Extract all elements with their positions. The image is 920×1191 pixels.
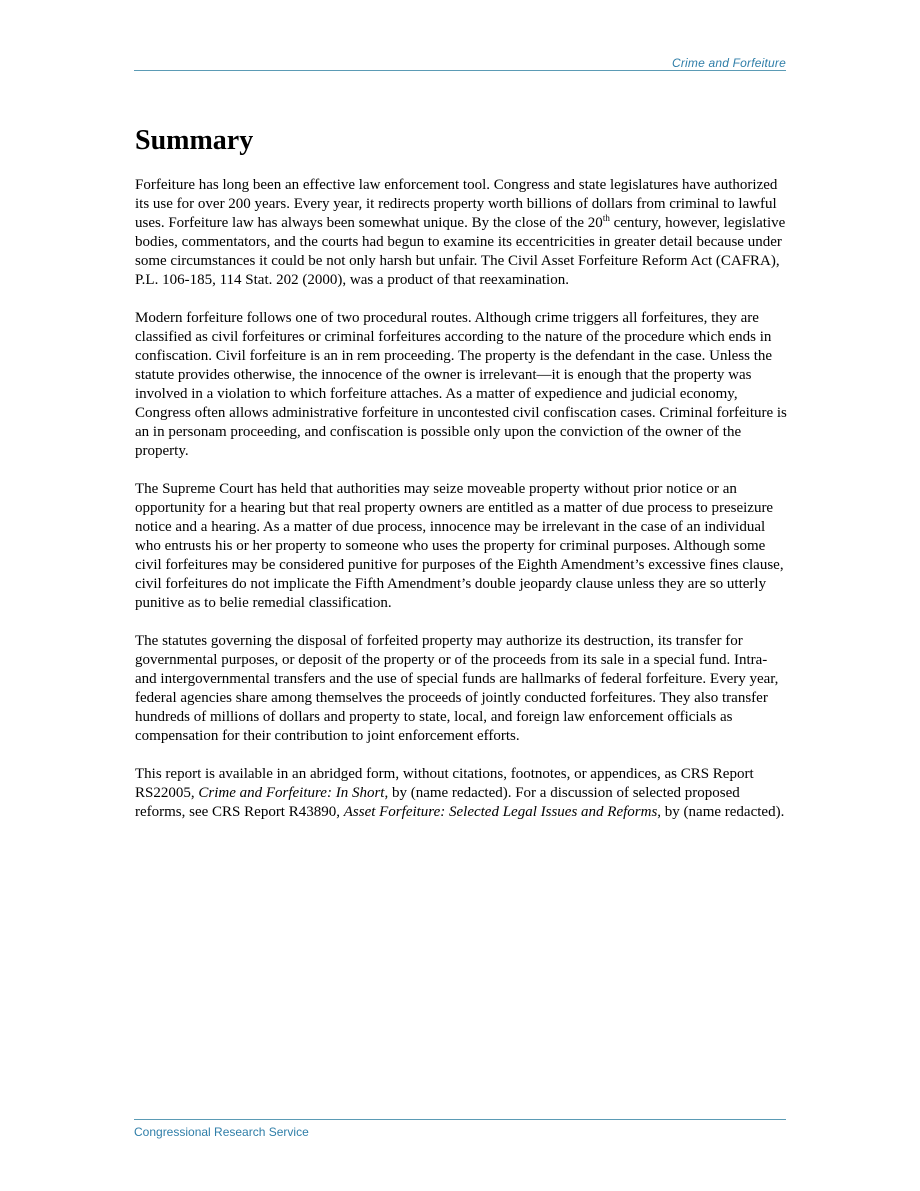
paragraph-5-text-b: , by (name redacted). For a discussion of selected proposed reforms, see CRS Report R43890, [135, 785, 740, 820]
page-header [134, 54, 786, 71]
report-title-in-short: Crime and Forfeiture: In Short [198, 785, 385, 801]
footer-org-name: Congressional Research Service [134, 1125, 309, 1139]
paragraph-1 [135, 176, 787, 290]
page-footer [134, 1119, 786, 1141]
running-header-title: Crime and Forfeiture [671, 56, 786, 70]
paragraph-5 [135, 765, 787, 822]
report-title-asset-forfeiture: Asset Forfeiture: Selected Legal Issues and Reforms [343, 804, 658, 820]
paragraph-1-text-a: Forfeiture has long been an effective law enforcement tool. Congress and state legislatures have authorized its use for over 200 years. Every year, it redirects property worth billions of dollars from criminal to lawful uses. Forfeiture law has always been somewhat unique. By the close of the 20 [135, 177, 778, 231]
ordinal-superscript: th [602, 213, 610, 223]
paragraph-4: The statutes governing the disposal of forfeited property may authorize its destruction, its transfer for governmental purposes, or deposit of the property or of the proceeds from its sale in a special fund. Intra- and intergovernmental transfers and the use of special funds are hallmarks of federal forfeiture. Every year, federal agencies share among themselves the proceeds of jointly conducted forfeitures. They also transfer hundreds of millions of dollars and property to state, local, and foreign law enforcement officials as compensation for their contribution to joint enforcement efforts. [135, 633, 779, 744]
summary-body [135, 176, 787, 841]
paragraph-5-text-c: , by (name redacted). [657, 804, 785, 820]
section-heading: Summary [135, 125, 254, 156]
paragraph-3: The Supreme Court has held that authorities may seize moveable property without prior notice or an opportunity for a hearing but that real property owners are entitled as a matter of due process to preseizure notice and a hearing. As a matter of due process, innocence may be irrelevant in the case of an individual who entrusts his or her property to someone who uses the property for criminal purposes. Although some civil forfeitures may be considered punitive for purposes of the Eighth Amendment’s excessive fines clause, civil forfeitures do not implicate the Fifth Amendment’s double jeopardy clause unless they are so utterly punitive as to belie remedial classification. [135, 481, 784, 611]
paragraph-2: Modern forfeiture follows one of two procedural routes. Although crime triggers all forfeitures, they are classified as civil forfeitures or criminal forfeitures according to the nature of the procedure which ends in confiscation. Civil forfeiture is an in rem proceeding. The property is the defendant in the case. Unless the statute provides otherwise, the innocence of the owner is irrelevant—it is enough that the property was involved in a violation to which forfeiture attaches. As a matter of expedience and judicial economy, Congress often allows administrative forfeiture in uncontested civil confiscation cases. Criminal forfeiture is an in personam proceeding, and confiscation is possible only upon the conviction of the owner of the property. [135, 310, 787, 459]
paragraph-5-text-a: This report is available in an abridged form, without citations, footnotes, or appendices, as CRS Report RS22005, [135, 766, 754, 801]
paragraph-1-text-b: century, however, legislative bodies, commentators, and the courts had begun to examine its eccentricities in greater detail because under some circumstances it could be not only harsh but unfair. The Civil Asset Forfeiture Reform Act (CAFRA), P.L. 106-185, 114 Stat. 202 (2000), was a product of that reexamination. [135, 215, 786, 288]
